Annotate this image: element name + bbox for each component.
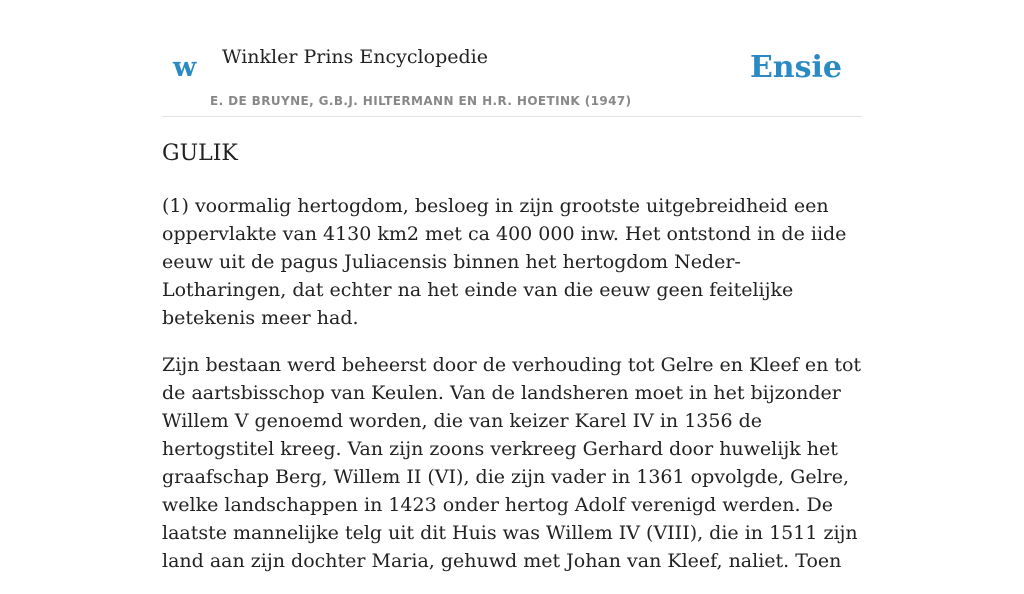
book-title[interactable]: Winkler Prins Encyclopedie (222, 46, 488, 68)
entry-paragraph: (1) voormalig hertogdom, besloeg in zijn grootste uitgebreidheid een oppervlakte van 4130 km2 met ca 400 000 inw. Het ontstond in de iide eeuw uit de pagus Juliacensis binnen het hertogdom Neder-Lotharingen, dat echter na het einde van die eeuw geen feitelijke betekenis meer had. (162, 195, 847, 329)
header (162, 0, 862, 117)
site-logo[interactable]: w (173, 52, 197, 83)
brand-logo[interactable]: Ensie (749, 50, 842, 85)
page (162, 0, 862, 572)
entry-body (162, 192, 862, 594)
entry-paragraph: Zijn bestaan werd beheerst door de verhouding tot Gelre en Kleef en tot de aartsbisschop van Keulen. Van de landsheren moet in het bijzonder Willem V genoemd worden, die van keizer Karel IV in 1356 de hertogstitel kreeg. Van zijn zoons verkreeg Gerhard door huwelijk het graafschap Berg, Willem II (VI), die zijn vader in 1361 opvolgde, Gelre, welke landschappen in 1423 onder hertog Adolf verenigd werden. De laatste mannelijke telg uit dit Huis was Willem IV (VIII), die in 1511 zijn land aan zijn dochter Maria, gehuwd met Johan van Kleef, naliet. Toen (162, 354, 862, 572)
authors-line: E. DE BRUYNE, G.B.J. HILTERMANN EN H.R. HOETINK (1947) (210, 94, 632, 108)
entry-title: GULIK (162, 141, 238, 166)
